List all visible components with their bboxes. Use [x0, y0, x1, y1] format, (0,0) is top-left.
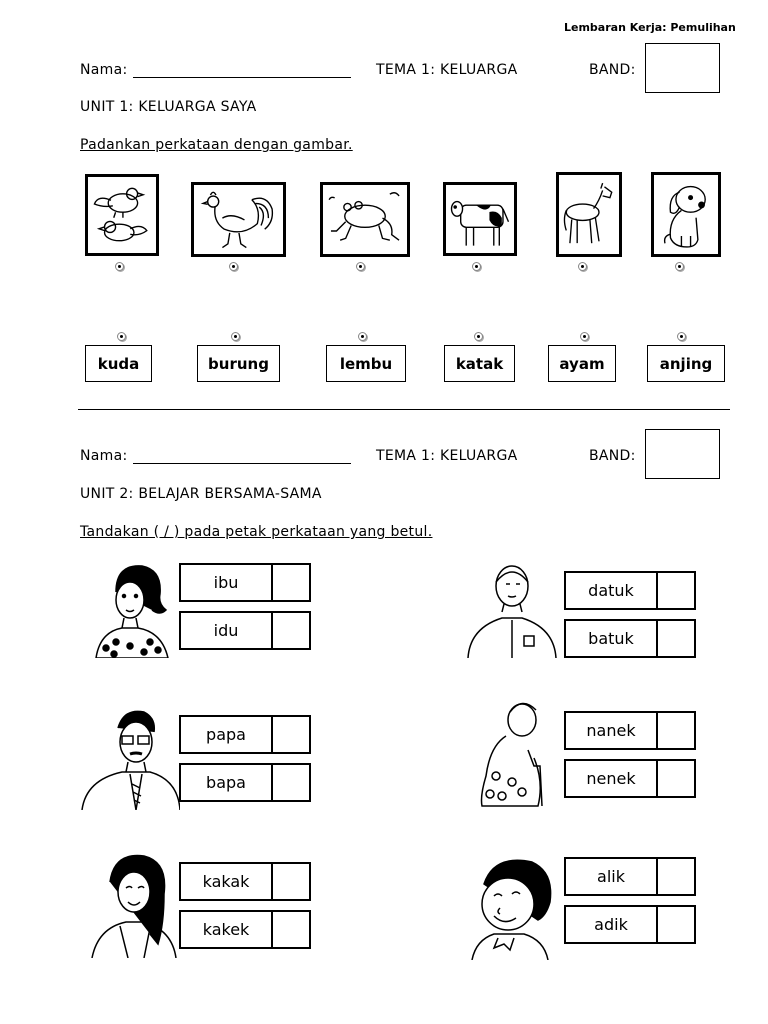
- match-dot-picture[interactable]: [356, 262, 365, 271]
- answer-option[interactable]: [564, 619, 696, 658]
- word-box[interactable]: kuda: [85, 345, 152, 382]
- option-label: alik: [566, 859, 658, 894]
- worksheet-header: Lembaran Kerja: Pemulihan: [564, 21, 736, 34]
- answer-option[interactable]: [179, 910, 311, 949]
- tick-box[interactable]: [658, 573, 694, 608]
- option-label: nenek: [566, 761, 658, 796]
- band-label: BAND:: [589, 448, 636, 464]
- word-box[interactable]: katak: [444, 345, 515, 382]
- theme-label: TEMA 1: KELUARGA: [376, 62, 518, 78]
- answer-option[interactable]: [179, 611, 311, 650]
- tick-box[interactable]: [658, 621, 694, 656]
- match-dot-word[interactable]: [677, 332, 686, 341]
- answer-option[interactable]: [564, 711, 696, 750]
- grandmother-icon: [472, 700, 556, 808]
- tick-box[interactable]: [658, 859, 694, 894]
- unit-title: UNIT 1: KELUARGA SAYA: [80, 99, 257, 115]
- man-icon: [80, 704, 180, 810]
- word-box[interactable]: lembu: [326, 345, 406, 382]
- match-dot-word[interactable]: [474, 332, 483, 341]
- tick-box[interactable]: [273, 613, 309, 648]
- tick-box[interactable]: [273, 765, 309, 800]
- match-dot-picture[interactable]: [578, 262, 587, 271]
- option-label: bapa: [181, 765, 273, 800]
- answer-option[interactable]: [179, 563, 311, 602]
- band-box[interactable]: [645, 43, 720, 93]
- match-dot-picture[interactable]: [229, 262, 238, 271]
- unit-title: UNIT 2: BELAJAR BERSAMA-SAMA: [80, 486, 322, 502]
- horse-icon: [556, 172, 622, 257]
- tick-box[interactable]: [658, 761, 694, 796]
- answer-option[interactable]: [179, 862, 311, 901]
- option-label: ibu: [181, 565, 273, 600]
- option-label: kakek: [181, 912, 273, 947]
- dog-icon: [651, 172, 721, 257]
- option-label: nanek: [566, 713, 658, 748]
- name-line[interactable]: [133, 77, 351, 78]
- answer-option[interactable]: [564, 857, 696, 896]
- section-divider: [78, 409, 730, 410]
- tick-box[interactable]: [273, 912, 309, 947]
- boy-icon: [464, 856, 556, 960]
- instruction: Padankan perkataan dengan gambar.: [80, 137, 353, 153]
- match-dot-word[interactable]: [580, 332, 589, 341]
- birds-icon: [85, 174, 159, 256]
- tick-box[interactable]: [273, 717, 309, 752]
- rooster-icon: [191, 182, 286, 257]
- tick-box[interactable]: [273, 565, 309, 600]
- band-label: BAND:: [589, 62, 636, 78]
- match-dot-word[interactable]: [117, 332, 126, 341]
- band-box[interactable]: [645, 429, 720, 479]
- tick-box[interactable]: [658, 713, 694, 748]
- option-label: idu: [181, 613, 273, 648]
- answer-option[interactable]: [179, 715, 311, 754]
- option-label: datuk: [566, 573, 658, 608]
- answer-option[interactable]: [564, 571, 696, 610]
- answer-option[interactable]: [564, 759, 696, 798]
- name-label: Nama:: [80, 62, 128, 78]
- frog-icon: [320, 182, 410, 257]
- woman-icon: [92, 562, 180, 658]
- match-dot-picture[interactable]: [115, 262, 124, 271]
- name-line[interactable]: [133, 463, 351, 464]
- theme-label: TEMA 1: KELUARGA: [376, 448, 518, 464]
- instruction: Tandakan ( / ) pada petak perkataan yang betul.: [80, 524, 433, 540]
- option-label: adik: [566, 907, 658, 942]
- grandfather-icon: [466, 560, 558, 658]
- cow-icon: [443, 182, 517, 256]
- answer-option[interactable]: [564, 905, 696, 944]
- word-box[interactable]: burung: [197, 345, 280, 382]
- name-label: Nama:: [80, 448, 128, 464]
- option-label: papa: [181, 717, 273, 752]
- tick-box[interactable]: [658, 907, 694, 942]
- match-dot-word[interactable]: [358, 332, 367, 341]
- word-box[interactable]: anjing: [647, 345, 725, 382]
- word-box[interactable]: ayam: [548, 345, 616, 382]
- tick-box[interactable]: [273, 864, 309, 899]
- option-label: batuk: [566, 621, 658, 656]
- match-dot-picture[interactable]: [675, 262, 684, 271]
- girl-icon: [90, 852, 182, 958]
- option-label: kakak: [181, 864, 273, 899]
- answer-option[interactable]: [179, 763, 311, 802]
- match-dot-word[interactable]: [231, 332, 240, 341]
- match-dot-picture[interactable]: [472, 262, 481, 271]
